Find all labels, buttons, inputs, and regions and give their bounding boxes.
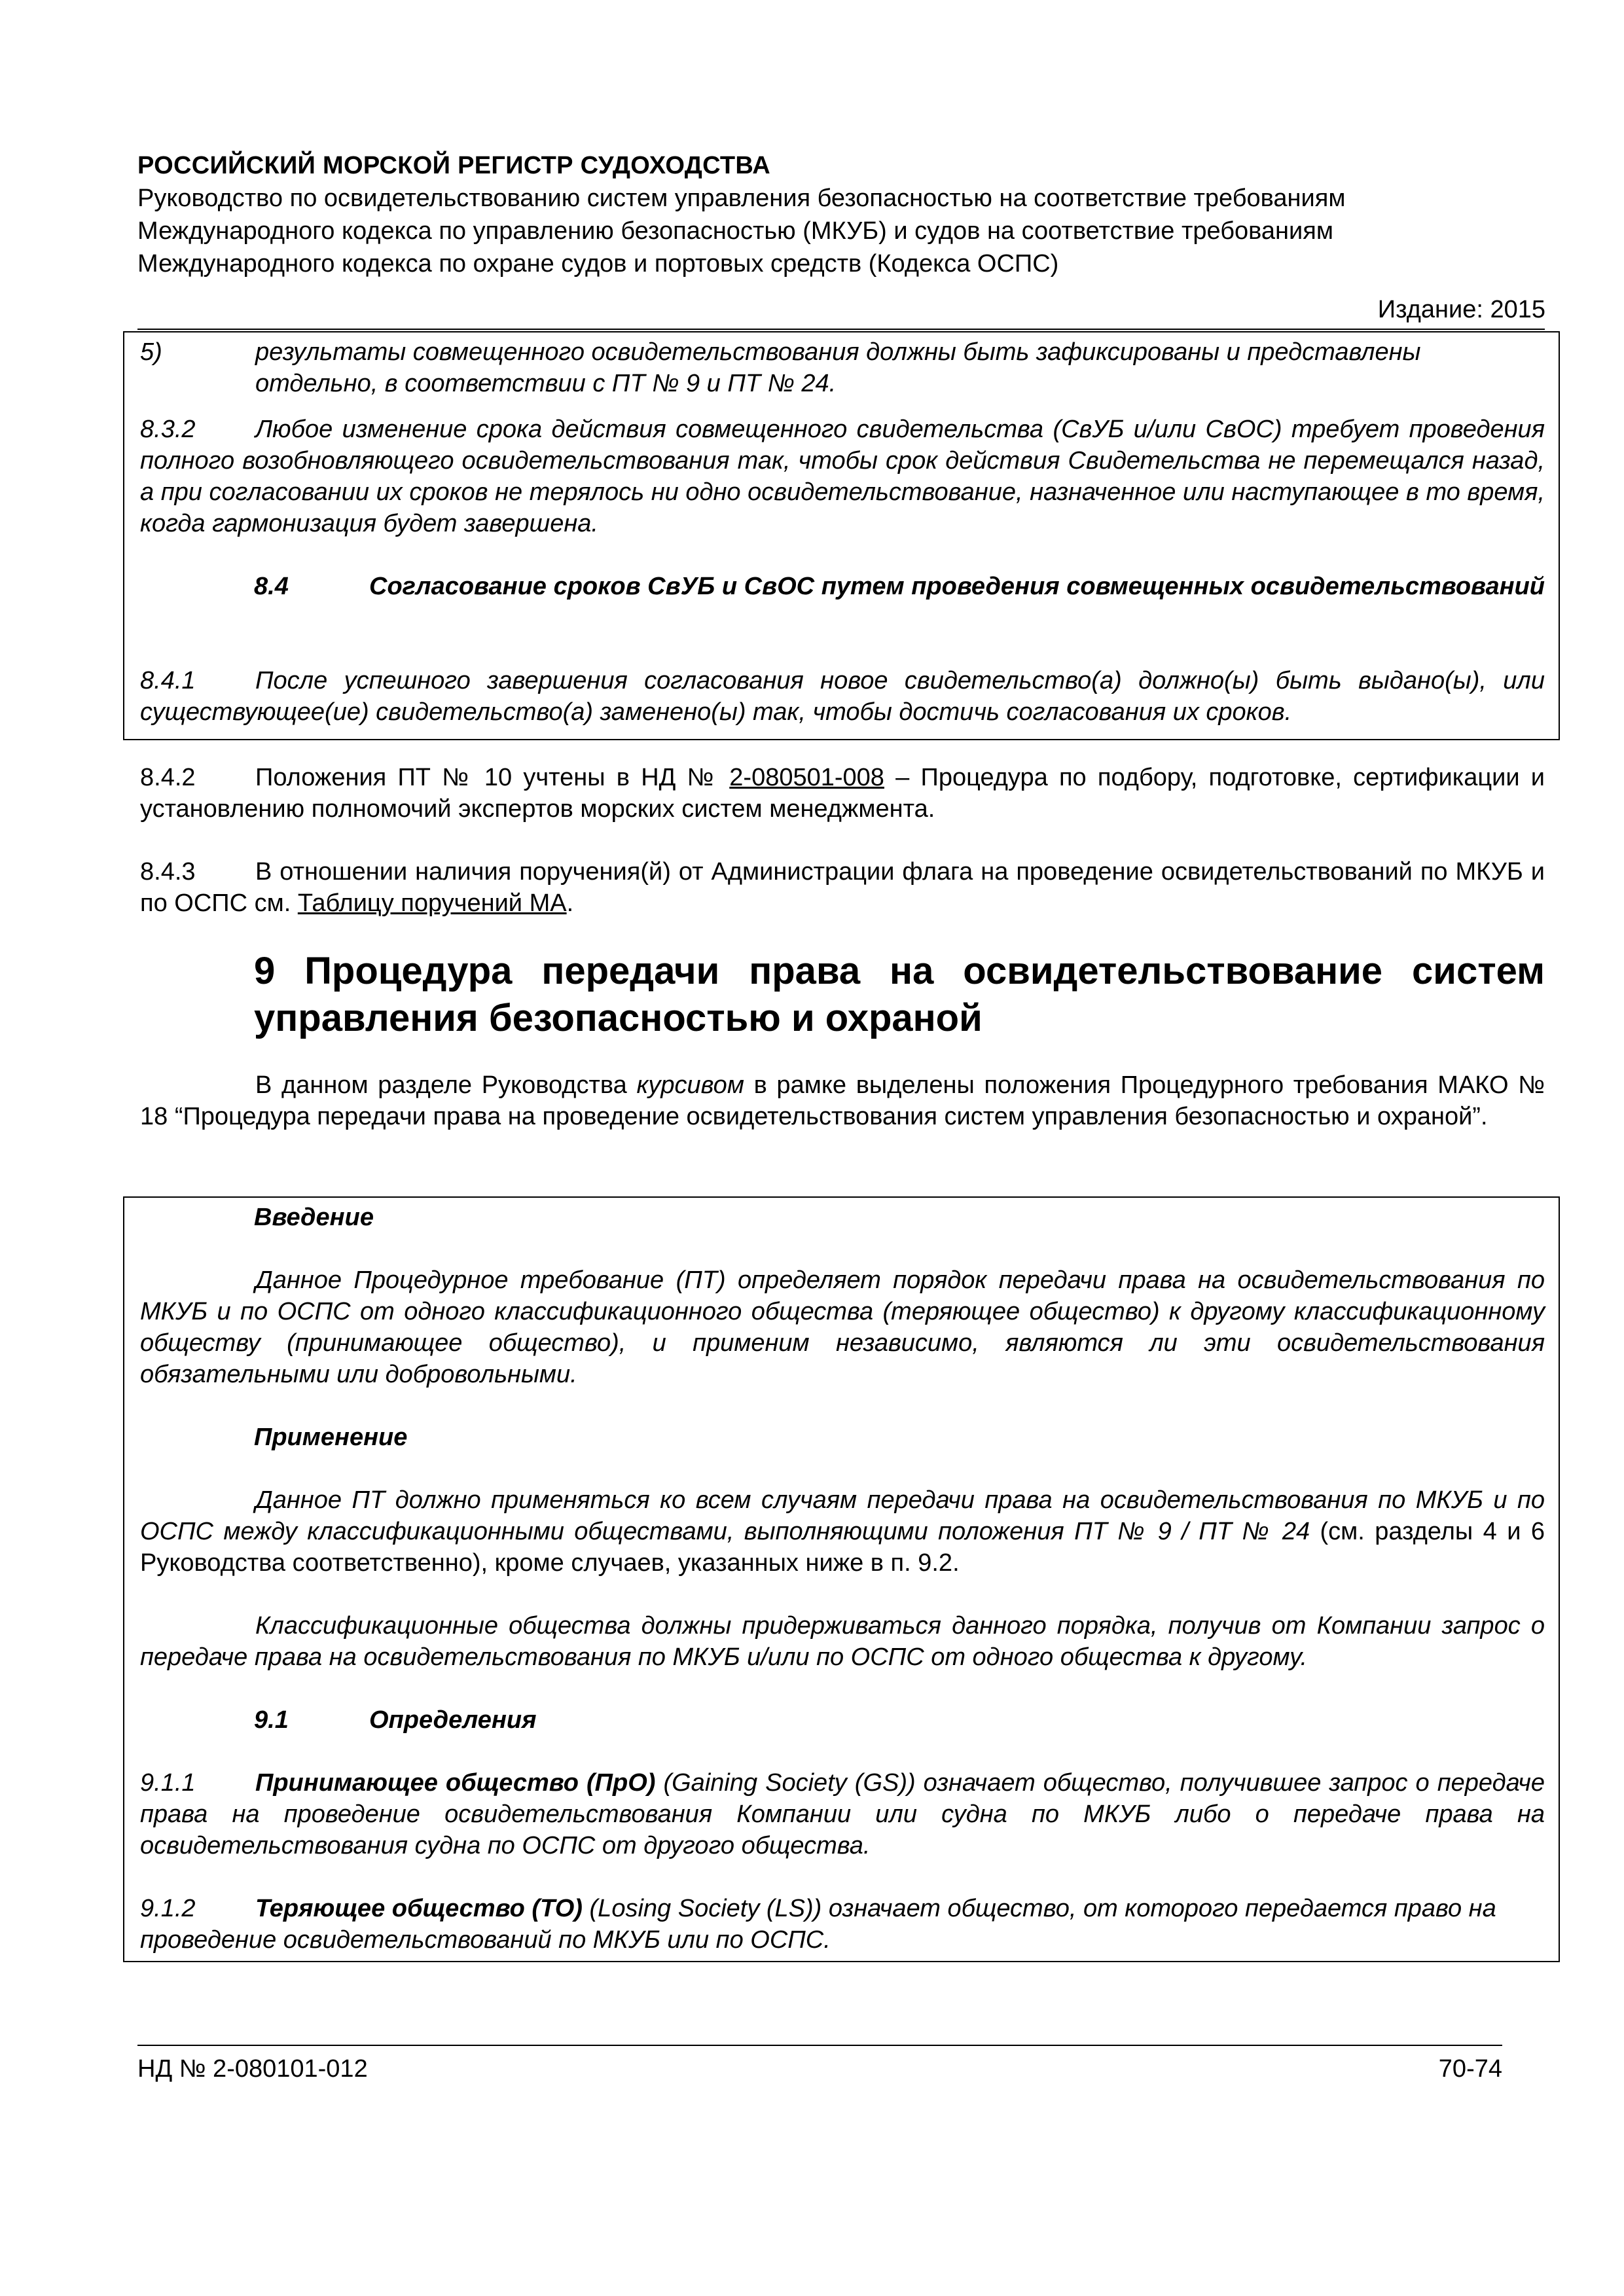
paragraph-8-4-3-text-a: В отношении наличия поручения(й) от Администрации флага на проведение освидетельствований по МКУБ и по ОСПС см.	[140, 858, 1545, 917]
guide-title-line-3: Международного кодекса по охране судов и портовых средств (Кодекса ОСПС)	[137, 250, 1059, 278]
losing-society-term: Теряющее общество (ТО)	[255, 1895, 583, 1922]
page-number: 70-74	[1438, 2055, 1502, 2083]
application-heading: Применение	[254, 1424, 408, 1451]
organization-name: РОССИЙСКИЙ МОРСКОЙ РЕГИСТР СУДОХОДСТВА	[137, 152, 770, 179]
document-number: НД № 2-080101-012	[137, 2055, 368, 2083]
paragraph-9-1-1	[140, 1767, 1545, 1861]
section-9-title: 9 Процедура передачи права на освидетельствование систем управления безопасностью и охраной	[254, 950, 1545, 1039]
section-9-intro-italic: курсивом	[636, 1071, 744, 1099]
introduction-heading: Введение	[254, 1204, 374, 1231]
paragraph-8-3-2-text: Любое изменение срока действия совмещенного свидетельства (СвУБ и/или СвОС) требует проведения полного возобновляющего освидетельствования так, чтобы срок действия Свидетельства не перемещался назад, а при согласовании их сроков не терялось ни одно освидетельствование, назначенное или наступающее в то время, когда гармонизация будет завершена.	[140, 416, 1545, 537]
paragraph-9-1-2-number: 9.1.2	[140, 1895, 196, 1922]
paragraph-9-1-2	[140, 1893, 1545, 1956]
paragraph-8-4-2-text-a: Положения ПТ № 10 учтены в НД №	[255, 764, 719, 791]
application-text	[140, 1484, 1545, 1579]
paragraph-8-3-2	[140, 414, 1545, 539]
introduction-text: Данное Процедурное требование (ПТ) определяет порядок передачи права на освидетельствования по МКУБ и по ОСПС от одного классификационного общества (теряющее общество) к другому классификационному обществу (принимающее общество), и применим независимо, являются ли эти освидетельствования обязательными или добровольными.	[140, 1266, 1545, 1388]
item-5-text-a: результаты совмещенного освидетельствования должны быть зафиксированы и представлены	[255, 338, 1421, 366]
section-9-intro	[140, 1069, 1545, 1132]
application-text-italic: Данное ПТ должно применяться ко всем случаям передачи права на освидетельствования по МКУБ и по ОСПС между классификационными обществами, выполняющими положения ПТ № 9 / ПТ № 24	[140, 1486, 1545, 1545]
heading-8-4-number: 8.4	[254, 573, 289, 600]
gaining-society-term: Принимающее общество (ПрО)	[255, 1769, 656, 1797]
paragraph-8-4-2-text-b: – Процедура по подбору, подготовке, сертификации и установлению полномочий экспертов морских систем менеджмента.	[140, 764, 1545, 823]
paragraph-8-4-2	[140, 762, 1545, 825]
mandates-table-link[interactable]: Таблицу поручений МА	[297, 889, 567, 917]
paragraph-8-4-2-number: 8.4.2	[140, 764, 196, 791]
paragraph-9-1-1-number: 9.1.1	[140, 1769, 196, 1797]
paragraph-8-4-1-text: После успешного завершения согласования новое свидетельство(а) должно(ы) быть выдано(ы), или существующее(ие) свидетельство(а) заменено(ы) так, чтобы достичь согласования их сроков.	[140, 667, 1545, 726]
heading-8-4	[254, 571, 1545, 602]
paragraph-8-4-1-number: 8.4.1	[140, 667, 196, 694]
section-9-intro-a: В данном разделе Руководства	[255, 1071, 627, 1099]
application-text-2: Классификационные общества должны придерживаться данного порядка, получив от Компании запрос о передаче права на освидетельствования по МКУБ и/или по ОСПС от одного общества к другому.	[140, 1612, 1545, 1671]
footer-divider	[137, 2045, 1502, 2046]
paragraph-8-4-3	[140, 856, 1545, 919]
application-text-normal: (см. разделы 4 и 6 Руководства соответственно), кроме случаев, указанных ниже в п. 9.2.	[140, 1518, 1545, 1577]
paragraph-9-1-2-text: (Losing Society (LS)) означает общество, от которого передается право на проведение освидетельствований по МКУБ или по ОСПС.	[140, 1895, 1496, 1954]
heading-8-4-text: Согласование сроков СвУБ и СвОС путем проведения совмещенных освидетельствований	[369, 573, 1545, 600]
edition-label: Издание: 2015	[1377, 296, 1545, 323]
heading-9-1	[254, 1704, 1545, 1736]
paragraph-8-3-2-number: 8.3.2	[140, 416, 196, 443]
section-9-intro-b: в рамке выделены положения Процедурного требования МАКО № 18 “Процедура передачи права на проведение освидетельствования систем управления безопасностью и охраной”.	[140, 1071, 1545, 1130]
paragraph-8-4-3-text-b: .	[566, 889, 574, 917]
header-divider	[137, 329, 1545, 330]
item-5-text-b: отдельно, в соответствии с ПТ № 9 и ПТ № 24.	[255, 370, 837, 397]
item-5-number: 5)	[140, 338, 162, 366]
heading-9-1-text: Определения	[369, 1706, 537, 1734]
paragraph-8-4-1	[140, 665, 1545, 728]
paragraph-8-4-3-number: 8.4.3	[140, 858, 196, 886]
guide-title-line-2: Международного кодекса по управлению безопасностью (МКУБ) и судов на соответствие требованиям	[137, 217, 1333, 245]
item-5	[140, 336, 1545, 399]
document-link-2-080501-008[interactable]: 2-080501-008	[729, 764, 884, 791]
paragraph-9-1-1-text: (Gaining Society (GS)) означает общество, получившее запрос о передаче права на проведение освидетельствования Компании или судна по МКУБ либо о передаче права на освидетельствования судна по ОСПС от другого общества.	[140, 1769, 1545, 1859]
guide-title-line-1: Руководство по освидетельствованию систем управления безопасностью на соответствие требованиям	[137, 185, 1346, 212]
heading-9-1-number: 9.1	[254, 1706, 289, 1734]
